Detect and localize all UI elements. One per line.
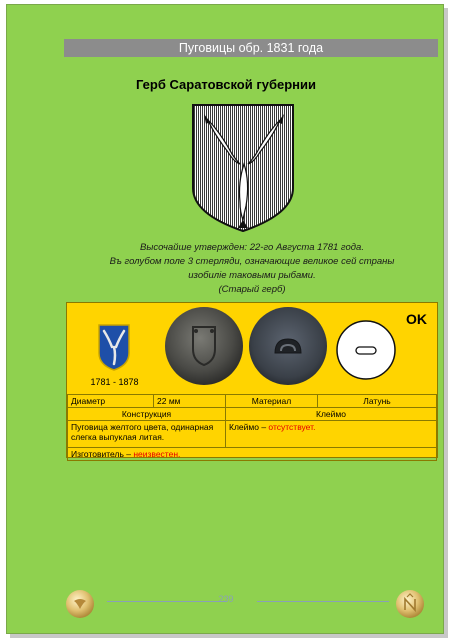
mark-prefix: Клеймо –	[229, 422, 269, 432]
caption-line: Высочайше утвержден: 22-го Августа 1781 года.	[140, 242, 364, 253]
mark-label: Клеймо	[226, 408, 437, 421]
eagle-medal-icon	[65, 589, 95, 619]
page-shadow-right	[444, 8, 448, 638]
caption-line: изобиліе таковыми рыбами.	[188, 270, 316, 281]
material-value: Латунь	[318, 395, 437, 408]
construction-text: Пуговица желтого цвета, одинарная слегка выпуклая литая.	[68, 421, 226, 448]
document-page	[6, 4, 444, 634]
construction-label: Конструкция	[68, 408, 226, 421]
maker-cell	[68, 448, 437, 461]
mark-cell	[226, 421, 437, 448]
table-row	[68, 421, 437, 448]
mark-value: отсутствует.	[268, 422, 316, 432]
button-back-photo	[247, 305, 329, 387]
page-number: 239	[218, 594, 234, 604]
diameter-label: Диаметр	[68, 395, 154, 408]
page-header: Пуговицы обр. 1831 года	[64, 39, 438, 57]
table-row	[68, 408, 437, 421]
caption-line: Въ голубом поле 3 стерляди, означающие великое сей страны	[109, 256, 395, 267]
diameter-value: 22 мм	[154, 395, 226, 408]
coat-description	[97, 241, 407, 297]
button-catalog-card	[66, 302, 438, 458]
table-row	[68, 395, 437, 408]
button-profile-diagram	[335, 319, 397, 381]
table-row	[68, 448, 437, 461]
caption-line: (Старый герб)	[218, 284, 286, 295]
section-title: Герб Саратовской губернии	[135, 77, 317, 92]
period-years: 1781 - 1878	[90, 377, 139, 387]
page-shadow-bottom	[10, 634, 448, 638]
button-front-photo	[163, 305, 245, 387]
material-label: Материал	[226, 395, 318, 408]
monogram-medal-icon	[395, 589, 425, 619]
maker-value: неизвестен.	[133, 449, 181, 459]
maker-prefix: Изготовитель –	[71, 449, 134, 459]
status-ok-label: OK	[406, 311, 427, 327]
saratov-shield-color-icon	[97, 323, 131, 371]
coat-of-arms-engraving	[190, 102, 296, 234]
specs-table	[67, 394, 437, 461]
